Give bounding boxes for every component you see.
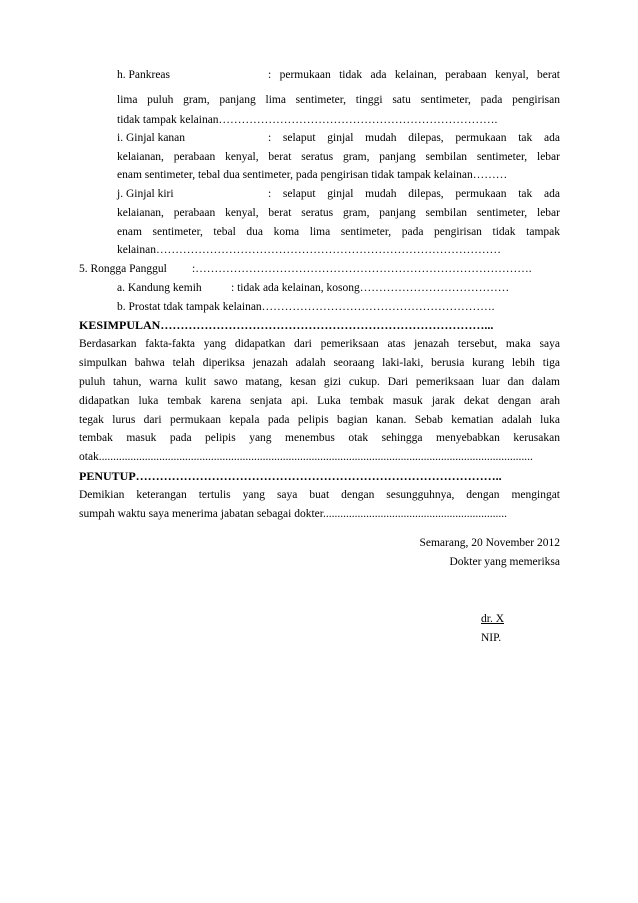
kesimpulan-line-7: otak....................................................................................................................................................... — [79, 451, 533, 463]
item-j-label: j. Ginjal kiri — [117, 188, 174, 200]
item-j-line4: kelainan……………………………………………………………………………… — [117, 244, 501, 256]
item-i-line1: : selaput ginjal mudah dilepas, permukaan tak ada — [268, 132, 560, 144]
item-j-line1: : selaput ginjal mudah dilepas, permukaan tak ada — [268, 188, 560, 200]
item-h-label: h. Pankreas — [117, 69, 171, 81]
item-i-line3: enam sentimeter, tebal dua sentimeter, pada pengirisan tidak tampak kelainan……… — [117, 169, 508, 181]
item-i-line2: kelaianan, perabaan kenyal, berat seratus gram, panjang sembilan sentimeter, lebar — [117, 151, 560, 163]
kesimpulan-line-3: puluh tahun, warna kulit sawo matang, kesan gizi cukup. Dari pemeriksaan luar dan dalam — [79, 376, 560, 388]
item-j-line2: kelaianan, perabaan kenyal, berat seratus gram, panjang sembilan sentimeter, lebar — [117, 207, 560, 219]
item-h-line1: : permukaan tidak ada kelainan, perabaan kenyal, berat — [268, 69, 560, 81]
signer-nip: NIP. — [481, 632, 502, 644]
penutup-line-1: Demikian keterangan tertulis yang saya buat dengan sesungguhnya, dengan mengingat — [79, 489, 560, 501]
place-date: Semarang, 20 November 2012 — [419, 537, 560, 549]
item-j-line3: enam sentimeter, tebal dua koma lima sentimeter, pada pengirisan tidak tampak — [117, 226, 560, 238]
penutup-line-2: sumpah waktu saya menerima jabatan sebagai dokter................................................................ — [79, 508, 507, 520]
section5-label: 5. Rongga Panggul — [79, 263, 167, 275]
section5-a-label: a. Kandung kemih — [117, 282, 202, 294]
item-i-label: i. Ginjal kanan — [117, 132, 186, 144]
kesimpulan-heading: KESIMPULAN………………………………………………………………………... — [79, 318, 494, 332]
item-h-line3: tidak tampak kelainan………………………………………………………………. — [117, 114, 498, 126]
signer-name: dr. X — [481, 613, 504, 625]
kesimpulan-line-6: tembak masuk pada pelipis yang menembus otak sehingga menyebabkan kerusakan — [79, 432, 560, 444]
kesimpulan-line-5: tegak lurus dari permukaan kepala pada pelipis bagian kanan. Sebab kematian adalah luka — [79, 414, 560, 426]
kesimpulan-line-1: Berdasarkan fakta-fakta yang didapatkan dari pemeriksaan atas jenazah tersebut, maka saya — [79, 338, 560, 350]
section5-a-text: : tidak ada kelainan, kosong………………………………… — [231, 282, 510, 294]
penutup-heading: PENUTUP……………………………………………………………………………….. — [79, 469, 502, 483]
section5-dots: :……………………………………………………………………………. — [192, 263, 532, 275]
kesimpulan-line-2: simpulkan bahwa telah diperiksa jenazah adalah seoraang laki-laki, berusia kurang lebih tiga — [79, 357, 560, 369]
item-h-line2: lima puluh gram, panjang lima sentimeter, tinggi satu sentimeter, pada pengirisan — [117, 94, 560, 106]
signer-role: Dokter yang memeriksa — [449, 556, 560, 568]
kesimpulan-line-4: didapatkan luka tembak karena senjata api. Luka tembak masuk jarak dekat dengan arah — [79, 395, 560, 407]
section5-b-text: b. Prostat tdak tampak kelainan……………………………………………………. — [117, 301, 495, 313]
